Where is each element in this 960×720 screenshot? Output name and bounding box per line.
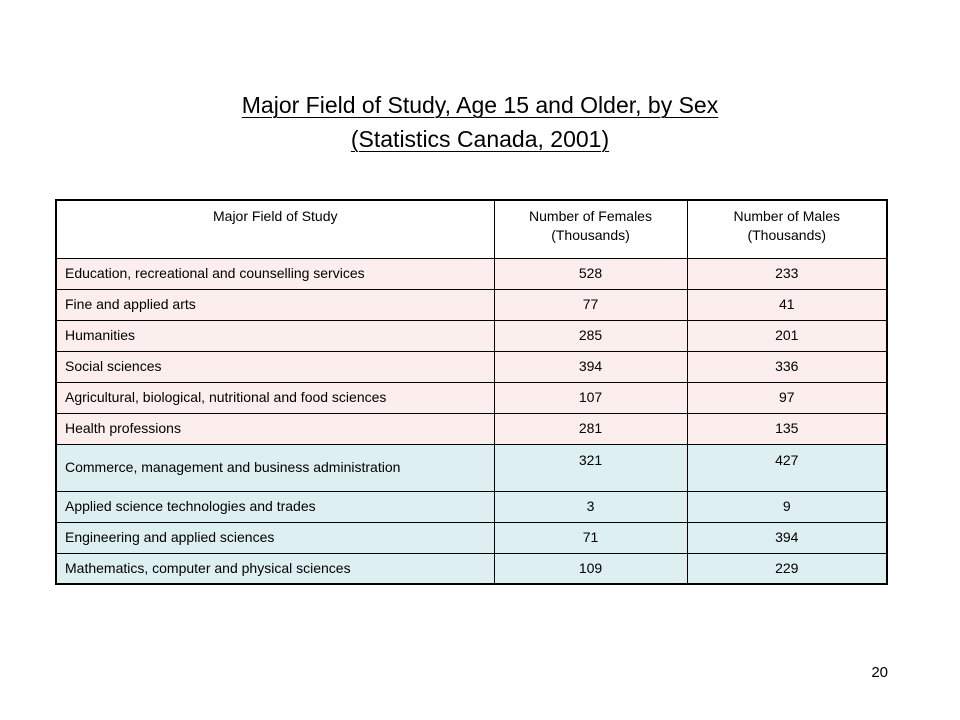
row-field: Applied science technologies and trades — [56, 491, 494, 522]
header-females: Number of Females (Thousands) — [494, 200, 687, 258]
row-females: 107 — [494, 382, 687, 413]
row-females: 394 — [494, 351, 687, 382]
row-females: 109 — [494, 553, 687, 584]
row-field: Mathematics, computer and physical sciences — [56, 553, 494, 584]
row-males: 336 — [687, 351, 887, 382]
row-field: Agricultural, biological, nutritional and food sciences — [56, 382, 494, 413]
table-row — [56, 413, 887, 444]
row-females: 77 — [494, 289, 687, 320]
row-field: Education, recreational and counselling services — [56, 258, 494, 289]
row-males: 201 — [687, 320, 887, 351]
field-of-study-table — [55, 199, 888, 585]
row-males: 233 — [687, 258, 887, 289]
title-line-2: (Statistics Canada, 2001) — [350, 126, 610, 152]
row-field: Fine and applied arts — [56, 289, 494, 320]
row-males: 394 — [687, 522, 887, 553]
table-row — [56, 444, 887, 491]
table-row — [56, 491, 887, 522]
row-field: Humanities — [56, 320, 494, 351]
table-row — [56, 351, 887, 382]
row-females: 281 — [494, 413, 687, 444]
table-row — [56, 382, 887, 413]
row-females: 285 — [494, 320, 687, 351]
table-header-row — [56, 200, 887, 258]
row-males: 97 — [687, 382, 887, 413]
table-body — [56, 258, 887, 584]
row-females: 71 — [494, 522, 687, 553]
row-males: 135 — [687, 413, 887, 444]
table-row — [56, 289, 887, 320]
row-females: 3 — [494, 491, 687, 522]
title-line-1: Major Field of Study, Age 15 and Older, by Sex — [241, 92, 719, 118]
row-females: 321 — [494, 444, 687, 491]
row-males: 427 — [687, 444, 887, 491]
row-field: Commerce, management and business administration — [56, 444, 494, 491]
row-females: 528 — [494, 258, 687, 289]
table-row — [56, 553, 887, 584]
row-males: 9 — [687, 491, 887, 522]
row-males: 41 — [687, 289, 887, 320]
table-row — [56, 320, 887, 351]
table-row — [56, 522, 887, 553]
header-field: Major Field of Study — [56, 200, 494, 258]
row-field: Health professions — [56, 413, 494, 444]
table-row — [56, 258, 887, 289]
page-number: 20 — [871, 664, 888, 681]
row-field: Engineering and applied sciences — [56, 522, 494, 553]
header-males: Number of Males (Thousands) — [687, 200, 887, 258]
slide-title — [0, 88, 960, 156]
row-males: 229 — [687, 553, 887, 584]
row-field: Social sciences — [56, 351, 494, 382]
